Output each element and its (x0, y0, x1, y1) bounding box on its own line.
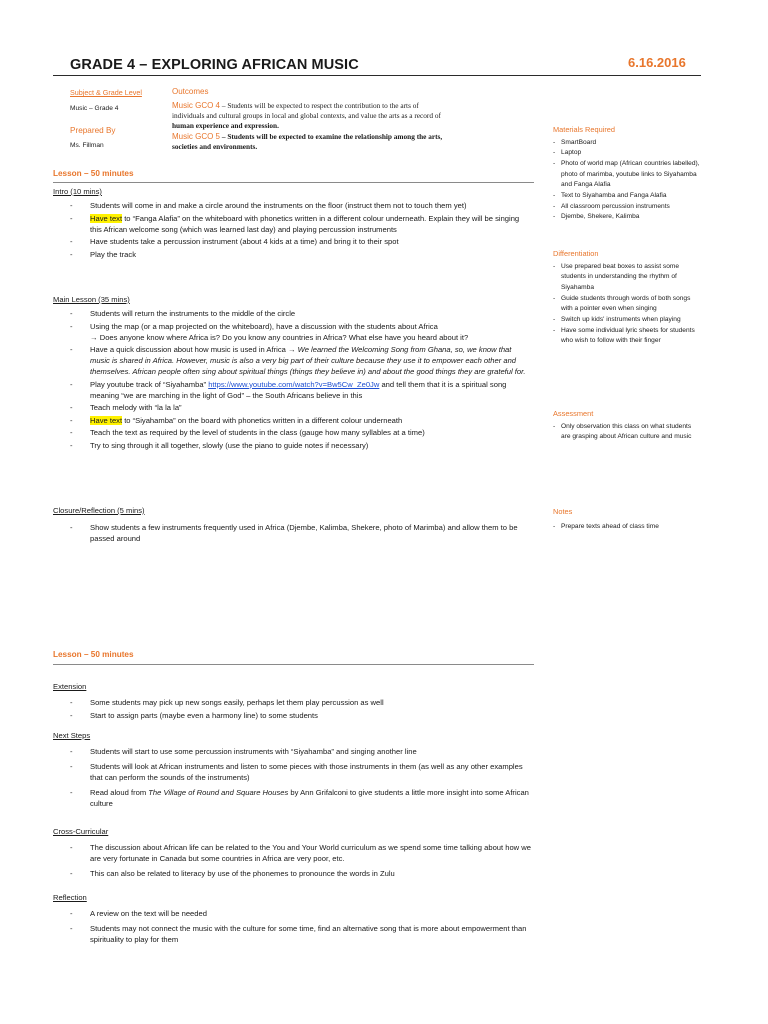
assessment-section (553, 409, 701, 443)
list-item: - The discussion about African life can be related to the You and Your World curriculum as we spend some time talking about how we are very fortunate in Canada but some countries in Africa are very poor, etc. (53, 842, 533, 864)
list-item: - Have some individual lyric sheets for students who wish to follow with their finger (553, 326, 701, 347)
notes-title: Notes (553, 507, 573, 516)
gco4-text-2: individuals and cultural groups in local and global contexts, and value the arts as a record of (172, 111, 441, 121)
list-item: - Some students may pick up new songs easily, perhaps let them play percussion as well (53, 697, 533, 708)
cross-curricular-section (53, 826, 533, 881)
outcomes-block (172, 100, 542, 152)
list-item: - Guide students through words of both songs with a pointer even when singing (553, 294, 701, 315)
intro-title: Intro (10 mins) (53, 187, 102, 196)
list-item: - Students will start to use some percussion instruments with “Siyahamba” and singing another line (53, 746, 533, 757)
list-item: - Have text to “Fanga Alafia” on the whiteboard with phonetics written in a different colour underneath. Explain they will be singing this African welcome song (which was learned last day) and playing percussion instruments (53, 213, 533, 235)
lesson-1-title: Lesson – 50 minutes (53, 169, 134, 178)
reflection-section (53, 892, 533, 947)
gco4-code: Music GCO 4 (172, 101, 221, 110)
list-item: - Have a quick discussion about how music is used in Africa → We learned the Welcoming Song from Ghana, so, we know that music is shared in Africa. However, music is also a very big part of their culture because they use it to empower each other and themselves. African people often sing about spiritual things (things they believe in) and about the good things they are grateful for. (53, 344, 533, 377)
gco5-text-2: societies and environments. (172, 142, 258, 152)
prepared-value: Ms. Fillman (70, 142, 104, 149)
gco5-code: Music GCO 5 (172, 132, 221, 142)
main-lesson-title: Main Lesson (35 mins) (53, 295, 130, 304)
list-item: - Read aloud from The Village of Round and Square Houses by Ann Grifalconi to give students a little more insight into some African culture (53, 787, 533, 809)
differentiation-title: Differentiation (553, 249, 599, 258)
list-item: - Play youtube track of “Siyahamba” https://www.youtube.com/watch?v=Bw5Cw_Ze0Jw and tell them that it is a spiritual song meaning “we are marching in the light of God” – the South Africans believe in this (53, 379, 533, 401)
list-item: - Teach the text as required by the level of students in the class (gauge how many syllables at a time) (53, 427, 533, 438)
extension-title: Extension (53, 682, 87, 691)
list-item: - Have text to “Siyahamba” on the board with phonetics written in a different colour underneath (53, 415, 533, 426)
subject-label: Subject & Grade Level (70, 88, 142, 97)
lesson-2-divider (53, 664, 534, 665)
list-item: - Show students a few instruments frequently used in Africa (Djembe, Kalimba, Shekere, photo of Marimba) and allow them to be passed around (53, 522, 533, 544)
next-steps-title: Next Steps (53, 731, 91, 740)
list-item: - Switch up kids' instruments when playing (553, 315, 701, 326)
gco5-text-1: – Students will be expected to examine the relationship among the arts, (220, 132, 443, 142)
cross-curricular-title: Cross-Curricular (53, 827, 109, 836)
list-item: - Students will return the instruments to the middle of the circle (53, 308, 533, 319)
list-item: - Text to Siyahamba and Fanga Alafia (553, 191, 701, 202)
list-item: - This can also be related to literacy by use of the phonemes to pronounce the words in Zulu (53, 868, 533, 879)
list-item: - SmartBoard (553, 138, 701, 149)
outcomes-label: Outcomes (172, 87, 209, 96)
list-item: - Start to assign parts (maybe even a harmony line) to some students (53, 710, 533, 721)
prepared-label: Prepared By (70, 126, 116, 135)
closure-title: Closure/Reflection (5 mins) (53, 506, 145, 515)
extension-section (53, 681, 533, 722)
list-item: - Prepare texts ahead of class time (553, 522, 701, 533)
list-item: - Students will look at African instruments and listen to some pieces with those instruments in them (as well as any other examples that can perform the sounds of the instruments) (53, 761, 533, 783)
list-item: - A review on the text will be needed (53, 908, 533, 919)
gco4-text-3: human experience and expression. (172, 121, 279, 131)
list-item: - Play the track (53, 249, 533, 260)
youtube-link[interactable]: https://www.youtube.com/watch?v=Bw5Cw_Ze0Jw (208, 379, 380, 389)
assessment-title: Assessment (553, 409, 594, 418)
lesson-1-divider (53, 182, 534, 183)
list-item: - Students will come in and make a circle around the instruments on the floor (instruct them not to touch them yet) (53, 200, 533, 211)
list-item: - Laptop (553, 148, 701, 159)
notes-section (553, 507, 701, 532)
list-item: - Teach melody with “la la la” (53, 402, 533, 413)
subject-value: Music – Grade 4 (70, 105, 119, 112)
list-item: - Use prepared beat boxes to assist some students in understanding the rhythm of Siyahamba (553, 262, 701, 294)
header-divider (53, 75, 701, 76)
reflection-title: Reflection (53, 893, 87, 902)
highlight: Have text (90, 213, 123, 223)
list-item: - All classroom percussion instruments (553, 202, 701, 213)
lesson-date: 6.16.2016 (628, 55, 686, 70)
list-item: - Only observation this class on what students are grasping about African culture and music (553, 422, 701, 443)
list-item: - Have students take a percussion instrument (about 4 kids at a time) and bring it to their spot (53, 236, 533, 247)
highlight: Have text (90, 415, 123, 425)
materials-title: Materials Required (553, 125, 616, 134)
main-lesson-section (53, 294, 533, 452)
lesson-2-title: Lesson – 50 minutes (53, 650, 134, 659)
closure-section (53, 505, 533, 546)
materials-section (553, 125, 701, 223)
list-item: - Try to sing through it all together, slowly (use the piano to guide notes if necessary) (53, 440, 533, 451)
differentiation-section (553, 249, 701, 347)
next-steps-section (53, 730, 533, 811)
list-item: - Photo of world map (African countries labelled), photo of marimba, youtube links to Siyahamba and Fanga Alafia (553, 159, 701, 191)
list-item: - Students may not connect the music with the culture for some time, find an alternative song that is more about empowerment than spirituality to play for them (53, 923, 533, 945)
intro-section (53, 186, 533, 261)
list-item: - Using the map (or a map projected on the whiteboard), have a discussion with the students about Africa → Does anyone know where Africa is? Do you know any countries in Africa? What else have you heard about it? (53, 321, 533, 343)
page-title: GRADE 4 – EXPLORING AFRICAN MUSIC (70, 57, 359, 73)
list-item: - Djembe, Shekere, Kalimba (553, 212, 701, 223)
gco4-text-1: – Students will be expected to respect the contribution to the arts of (220, 101, 419, 110)
